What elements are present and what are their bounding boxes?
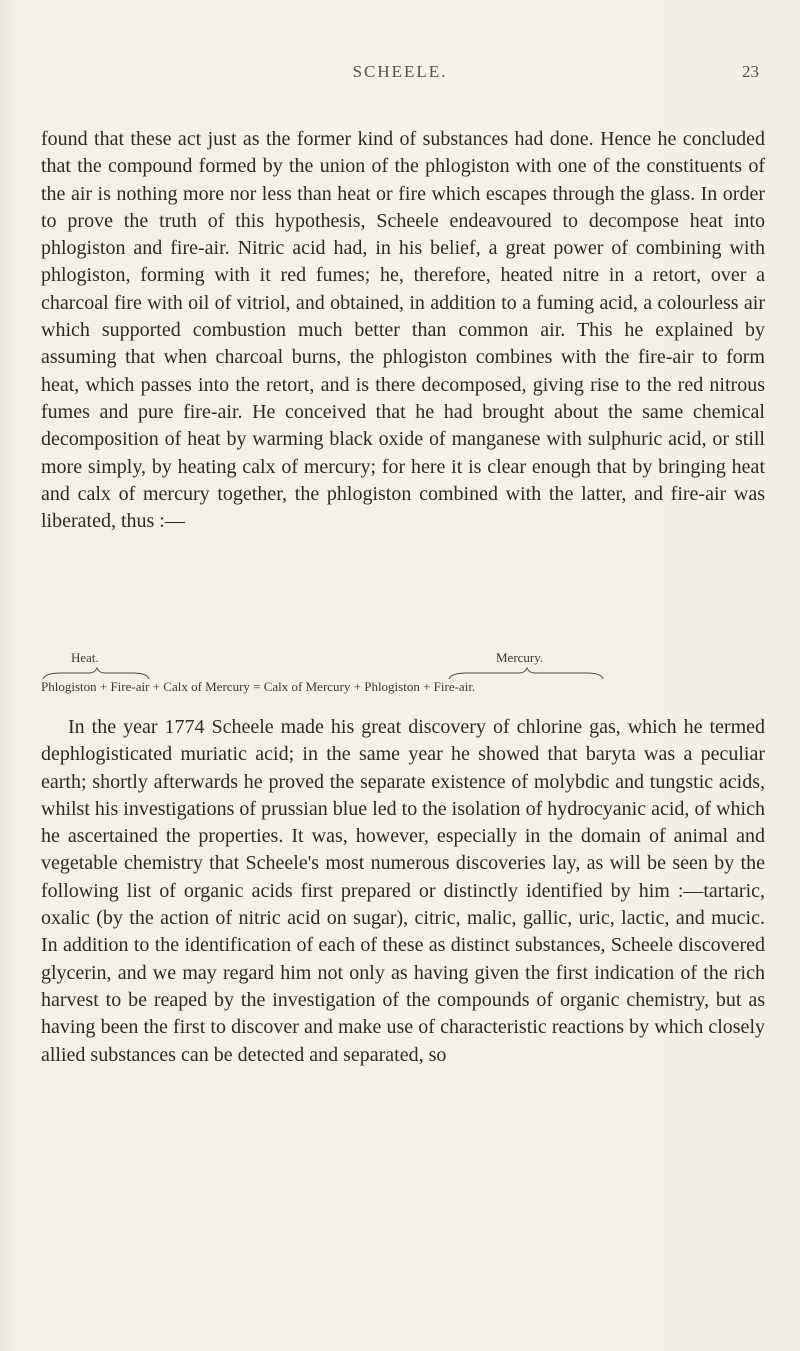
brace-mercury <box>449 668 603 679</box>
brace-heat <box>43 668 149 679</box>
paragraph-1 <box>41 126 765 535</box>
paragraph-1-text: found that these act just as the former kind of substances had done. Hence he concluded that the compound formed by the union of the phlogiston with one of the constituents of the air is nothing more nor less than heat or fire which escapes through the glass. In order to prove the truth of this hypothesis, Scheele endeavoured to decompose heat into phlogiston and fire-air. Nitric acid had, in his belief, a great power of combining with phlogiston, forming with it red fumes; he, therefore, heated nitre in a retort, over a charcoal fire with oil of vitriol, and obtained, in addition to a fuming acid, a colourless air which supported combustion much better than common air. This he explained by assuming that when charcoal burns, the phlogiston combines with the fire-air to form heat, which passes into the retort, and is there decomposed, giving rise to the red nitrous fumes and pure fire-air. He conceived that he had brought about the same chemical decomposition of heat by warming black oxide of manganese with sulphuric acid, or still more simply, by heating calx of mercury; for here it is clear enough that by bringing heat and calx of mercury together, the phlogiston combined with the latter, and fire-air was liberated, thus :— <box>41 128 765 533</box>
equation-label-mercury: Mercury. <box>496 650 544 665</box>
page-header <box>0 62 800 86</box>
page-number: 23 <box>742 62 759 81</box>
equation-line: Phlogiston + Fire-air + Calx of Mercury = Calx of Mercury + Phlogiston + Fire-air. <box>41 679 476 694</box>
equation-label-heat: Heat. <box>71 650 99 665</box>
paragraph-2 <box>41 714 765 1069</box>
chemical-equation <box>41 650 765 700</box>
paragraph-2-text: In the year 1774 Scheele made his great discovery of chlorine gas, which he termed dephlogisticated muriatic acid; in the same year he showed that baryta was a peculiar earth; shortly afterwards he proved the separate existence of molybdic and tungstic acids, whilst his investigations of prussian blue led to the isolation of hydrocyanic acid, of which he ascertained the properties. It was, however, especially in the domain of animal and vegetable chemistry that Scheele's most numerous discoveries lay, as will be seen by the following list of organic acids first prepared or distinctly identified by him :—tartaric, oxalic (by the action of nitric acid on sugar), citric, malic, gallic, uric, lactic, and mucic. In addition to the identification of each of these as distinct substances, Scheele discovered glycerin, and we may regard him not only as having given the first indication of the rich harvest to be reaped by the investigation of the compounds of organic chemistry, but as having been the first to discover and make use of characteristic reactions by which closely allied substances can be detected and separated, so <box>41 716 765 1066</box>
running-head: SCHEELE. <box>352 62 448 81</box>
